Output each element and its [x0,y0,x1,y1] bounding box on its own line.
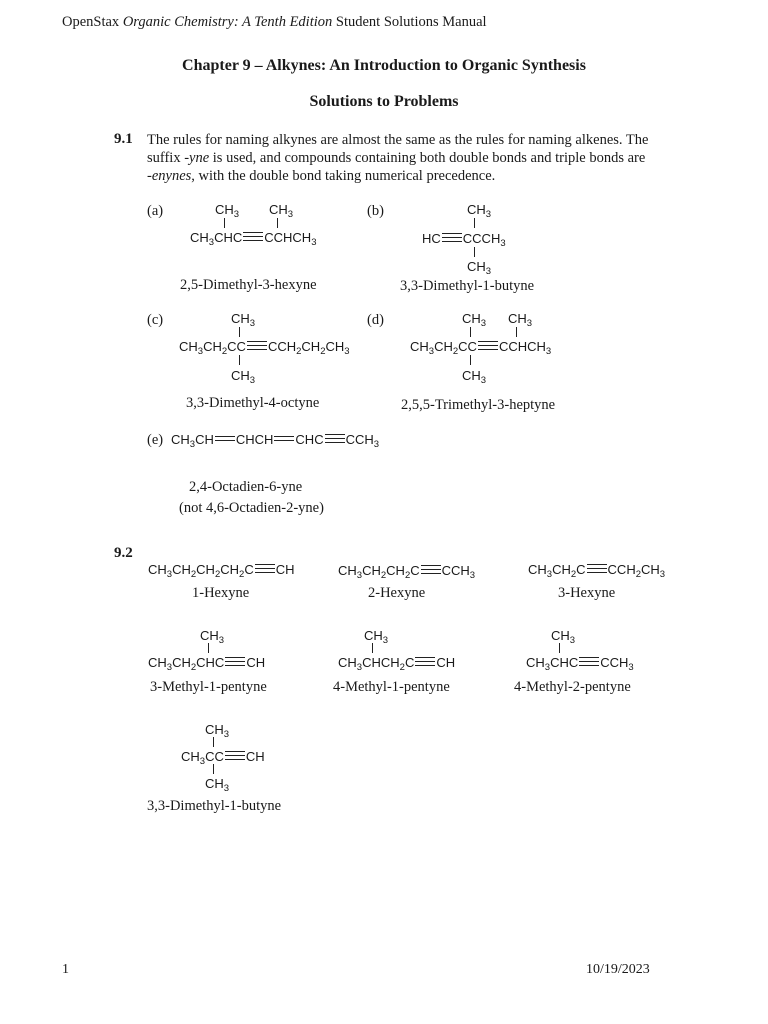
chem-structure-b: HC $CCCH_3$ [422,231,506,249]
chem-substituent: $CH_3$ [269,202,294,220]
chem-substituent: $CH_3$ [551,628,576,646]
chem-substituent: $CH_3$ [462,311,487,329]
compound-name-e: 2,4-Octadien-6-yne [189,479,303,495]
bond-line [470,327,471,337]
double-bond [274,436,294,441]
chem-substituent: $CH_3$ [467,259,492,277]
chem-substituent: $CH_3$ [215,202,240,220]
compound-name-d: 2,5,5-Trimethyl-3-heptyne [401,397,556,413]
chem-substituent: $CH_3$ [467,202,492,220]
bond-line [372,643,373,653]
compound-name-a: 2,5-Dimethyl-3-hexyne [180,277,317,293]
compound-name-3-methyl-1-pentyne: 3-Methyl-1-pentyne [150,679,267,695]
bond-line [208,643,209,653]
problem-9-1-text [147,131,648,185]
chem-structure-4-methyl-1-pentyne: $CH_3CHCH_2C$ CH [338,655,456,673]
triple-bond [225,751,245,760]
chem-structure-2-hexyne: $CH_3CH_2CH_2C$ $CCH_3$ [338,563,476,581]
double-bond [215,436,235,441]
triple-bond [325,434,345,443]
compound-name-3-hexyne: 3-Hexyne [558,585,616,601]
chem-substituent: $CH_3$ [462,368,487,386]
triple-bond [442,233,462,242]
bond-line [474,218,475,228]
problem-number-9-1: 9.1 [114,131,133,147]
compound-name-2-hexyne: 2-Hexyne [368,585,426,601]
bond-line [239,327,240,337]
chem-substituent: $CH_3$ [200,628,225,646]
chem-substituent: $CH_3$ [231,368,256,386]
header-book-title: Organic Chemistry: A Tenth Edition [122,14,333,30]
chem-structure-4-methyl-2-pentyne: $CH_3CHC$ $CCH_3$ [526,655,634,673]
bond-line [213,737,214,747]
text-line-1: The rules for naming alkynes are almost the same as the rules for naming alkenes. The [147,132,649,148]
chem-structure-1-hexyne: $CH_3CH_2CH_2CH_2C$ CH [148,562,295,580]
compound-name-4-methyl-2-pentyne: 4-Methyl-2-pentyne [514,679,631,695]
chem-structure-3-hexyne: $CH_3CH_2C$ $CCH_2CH_3$ [528,562,666,580]
bond-line [239,355,240,365]
triple-bond [243,232,263,241]
chem-substituent: $CH_3$ [231,311,256,329]
label-b: (b) [367,203,384,219]
label-c: (c) [147,312,164,328]
chem-structure-e: $CH_3CH$ CHCH CHC $CCH_3$ [171,432,380,450]
bond-line [470,355,471,365]
compound-name-1-hexyne: 1-Hexyne [192,585,250,601]
triple-bond [225,657,245,666]
chem-substituent: $CH_3$ [205,776,230,794]
label-d: (d) [367,312,384,328]
compound-name-3-3-dimethyl-1-butyne: 3,3-Dimethyl-1-butyne [147,798,282,814]
bond-line [213,764,214,774]
triple-bond [579,657,599,666]
bond-line [516,327,517,337]
chem-substituent: $CH_3$ [205,722,230,740]
label-e: (e) [147,432,164,448]
problem-number-9-2: 9.2 [114,545,133,561]
triple-bond [587,564,607,573]
header-suffix: Student Solutions Manual [332,14,487,30]
text-fragment: suffix [147,150,185,166]
compound-name-b: 3,3-Dimethyl-1-butyne [400,278,535,294]
bond-line [474,247,475,257]
bond-line [277,218,278,228]
text-fragment: is used, and compounds containing both double bonds and triple bonds are [209,150,646,166]
triple-bond [421,565,441,574]
compound-name-4-methyl-1-pentyne: 4-Methyl-1-pentyne [333,679,450,695]
text-line-2 [147,149,648,167]
text-fragment: , with the double bond taking numerical precedence. [191,168,496,184]
section-title: Solutions to Problems [309,93,459,110]
text-line-3 [147,167,648,185]
compound-name-e-note: (not 4,6-Octadien-2-yne) [179,500,324,516]
chem-substituent: $CH_3$ [364,628,389,646]
chem-structure-3-methyl-1-pentyne: $CH_3CH_2CHC$ CH [148,655,266,673]
chapter-title: Chapter 9 – Alkynes: An Introduction to Organic Synthesis [182,57,586,74]
triple-bond [415,657,435,666]
chem-structure-a: $CH_3CHC$ $CCHCH_3$ [190,230,317,248]
label-a: (a) [147,203,164,219]
chem-structure-c: $CH_3CH_2CC$ $CCH_2CH_2CH_3$ [179,339,350,357]
triple-bond [255,564,275,573]
compound-name-c: 3,3-Dimethyl-4-octyne [186,395,320,411]
triple-bond [247,341,267,350]
bond-line [224,218,225,228]
running-header [62,14,487,31]
text-italic-yne: -yne [184,150,210,166]
chem-substituent: $CH_3$ [508,311,533,329]
footer-date: 10/19/2023 [586,962,650,977]
chem-structure-3-3-dimethyl-1-butyne: $CH_3CC$ CH [181,749,265,767]
page-number: 1 [62,962,69,977]
triple-bond [478,341,498,350]
header-prefix: OpenStax [62,14,123,30]
chem-structure-d: $CH_3CH_2CC$ $CCHCH_3$ [410,339,552,357]
bond-line [559,643,560,653]
text-italic-enynes: -enynes [147,168,192,184]
